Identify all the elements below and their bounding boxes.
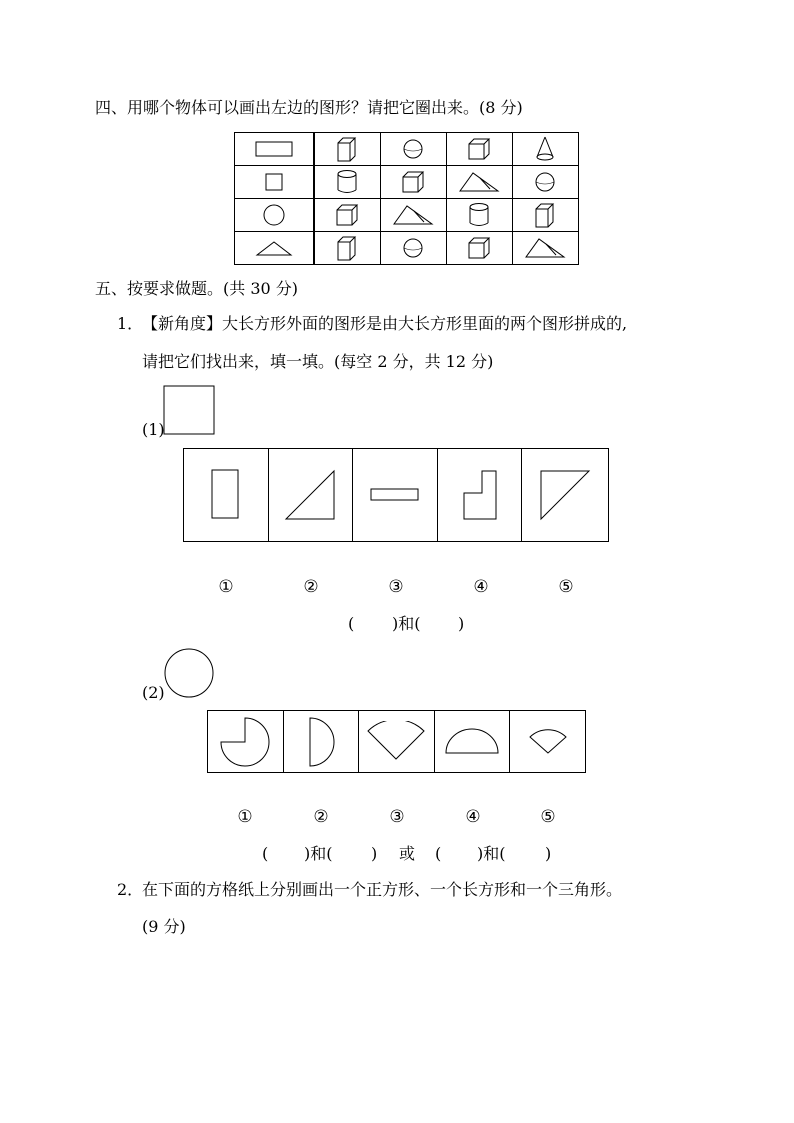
option-number-3: ③ (389, 807, 405, 827)
cylinder-icon (467, 201, 491, 229)
object-option[interactable] (512, 133, 578, 166)
answer-blank-1[interactable] (270, 842, 304, 866)
cube-icon (334, 202, 360, 228)
semicircle-piece-icon (444, 727, 500, 757)
flat-rectangle-piece-icon (370, 488, 420, 502)
cuboid-icon (335, 135, 359, 163)
shape-cell (235, 166, 315, 199)
answer-blank-2[interactable] (426, 612, 458, 636)
three-quarter-circle-piece-icon (219, 716, 271, 768)
answer-and: )和( (392, 614, 421, 633)
object-option[interactable] (380, 166, 446, 199)
target-circle-icon (163, 647, 215, 699)
section5-heading: 五、按要求做题。(共 30 分) (95, 279, 299, 298)
q1-line2: 请把它们找出来，填一填。(每空 2 分，共 12 分) (142, 352, 494, 371)
answer-paren-close: ) (545, 844, 552, 863)
object-option[interactable] (446, 166, 512, 199)
or-text: 或 (399, 844, 416, 863)
part2-label: (2) (142, 683, 165, 702)
cylinder-icon (335, 168, 359, 196)
object-option[interactable] (512, 232, 578, 265)
option-number-4: ④ (473, 577, 489, 597)
cube-icon (400, 169, 426, 195)
right-triangle-piece-icon (284, 469, 336, 521)
triangular-prism-icon (392, 202, 434, 228)
table-row (235, 166, 579, 199)
square-shape-icon (264, 172, 284, 192)
cube-icon (466, 136, 492, 162)
object-option[interactable] (314, 199, 380, 232)
sphere-icon (401, 236, 425, 260)
object-option[interactable] (446, 199, 512, 232)
piece-option-3[interactable] (359, 711, 435, 772)
part2-pieces-strip (207, 710, 586, 773)
table-row (235, 232, 579, 265)
cuboid-icon (335, 234, 359, 262)
object-option[interactable] (314, 166, 380, 199)
small-sector-piece-icon (528, 727, 568, 757)
q2-line2: (9 分) (142, 917, 186, 936)
answer-blank-4[interactable] (511, 842, 543, 866)
object-option[interactable] (512, 166, 578, 199)
cuboid-icon (533, 201, 557, 229)
piece-option-2[interactable] (284, 711, 360, 772)
piece-option-1[interactable] (208, 711, 284, 772)
sphere-icon (401, 137, 425, 161)
triangular-prism-icon (458, 169, 500, 195)
part1-pieces-strip (183, 448, 609, 542)
object-option[interactable] (314, 133, 380, 166)
section4-heading: 四、用哪个物体可以画出左边的图形？请把它圈出来。(8 分) (95, 98, 523, 117)
object-option[interactable] (446, 133, 512, 166)
shape-cell (235, 199, 315, 232)
object-option[interactable] (314, 232, 380, 265)
target-square-icon (163, 385, 215, 435)
option-number-5: ⑤ (540, 807, 556, 827)
right-triangle-piece-icon (539, 469, 591, 521)
l-shape-piece-icon (460, 469, 500, 521)
answer-paren-close: ) (458, 614, 465, 633)
object-option[interactable] (380, 133, 446, 166)
piece-option-4[interactable] (438, 449, 523, 541)
half-circle-piece-icon (306, 716, 336, 768)
object-option[interactable] (380, 232, 446, 265)
piece-option-3[interactable] (353, 449, 438, 541)
object-option[interactable] (380, 199, 446, 232)
piece-option-2[interactable] (269, 449, 354, 541)
answer-and: )和( (477, 844, 506, 863)
rectangle-shape-icon (254, 139, 294, 159)
sphere-icon (533, 170, 557, 194)
option-number-4: ④ (465, 807, 481, 827)
answer-paren-close: ) (371, 844, 378, 863)
shape-object-table (234, 132, 579, 265)
answer-paren-open: ( (262, 844, 269, 863)
q2-line1: 在下面的方格纸上分别画出一个正方形、一个长方形和一个三角形。 (142, 880, 623, 899)
circle-shape-icon (262, 203, 286, 227)
piece-option-1[interactable] (184, 449, 269, 541)
option-number-2: ② (313, 807, 329, 827)
piece-option-5[interactable] (510, 711, 585, 772)
triangular-prism-icon (524, 235, 566, 261)
answer-paren-open: ( (435, 844, 442, 863)
cone-icon (533, 135, 557, 163)
shape-cell (235, 133, 315, 166)
option-number-1: ① (218, 577, 234, 597)
option-number-1: ① (237, 807, 253, 827)
table-row (235, 199, 579, 232)
cube-icon (466, 235, 492, 261)
option-number-3: ③ (388, 577, 404, 597)
piece-option-5[interactable] (522, 449, 608, 541)
part1-label: (1) (142, 420, 165, 439)
option-number-5: ⑤ (558, 577, 574, 597)
piece-option-4[interactable] (435, 711, 511, 772)
option-number-2: ② (303, 577, 319, 597)
object-option[interactable] (512, 199, 578, 232)
q1-line1: 【新角度】大长方形外面的图形是由大长方形里面的两个图形拼成的, (142, 314, 628, 333)
q2-number: 2． (117, 880, 144, 899)
answer-blank-3[interactable] (443, 842, 477, 866)
tall-rectangle-piece-icon (211, 469, 241, 521)
table-row (235, 133, 579, 166)
q1-number: 1． (117, 314, 144, 333)
object-option[interactable] (446, 232, 512, 265)
sector-piece-icon (364, 721, 428, 763)
shape-cell (235, 232, 315, 265)
triangle-shape-icon (254, 238, 294, 258)
answer-blank-1[interactable] (356, 612, 392, 636)
answer-paren-open: ( (348, 614, 355, 633)
answer-blank-2[interactable] (338, 842, 370, 866)
answer-and: )和( (304, 844, 333, 863)
